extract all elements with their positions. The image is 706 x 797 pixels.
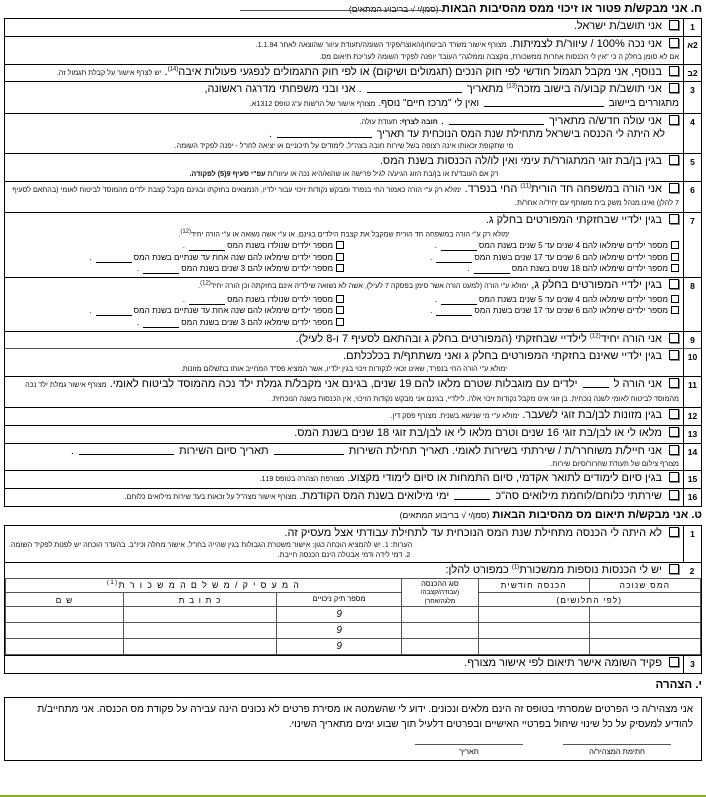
het-row-5-note <box>9 169 679 179</box>
het-row-3-line2 <box>9 97 679 111</box>
het-row-9-line <box>9 333 679 347</box>
het-row-15-line <box>9 472 679 486</box>
section-yod-title: י. הצהרה <box>655 679 702 691</box>
income-col-name: ש ם <box>6 592 124 606</box>
het-row-16-text-b: ימי מילואים בשנת המס הקודמת. <box>299 490 450 503</box>
het-row-7-text: בגין ילדיי שבחזקתי המפורטים בחלק ג. <box>485 214 662 227</box>
het-row-14-text-a: אני חייל/ת משוחרר/ת / שירתתי בשירות לאומי. תאריך תחילת השירות <box>348 444 662 457</box>
het-8-sub-3: מספר ילדים שימלאו להם שנה אחת עד שנתיים בשנת המס . <box>9 306 344 317</box>
het-7-sub-1-label: מספר ילדים שנולדו בשנת המס <box>227 241 333 251</box>
het-row-2a-line <box>9 38 679 52</box>
income-cell-address-1[interactable] <box>124 607 277 623</box>
checkbox-het-7-sub-6[interactable] <box>671 264 679 272</box>
tet-row-2-number: 2 <box>689 565 695 576</box>
checkbox-het-15[interactable] <box>669 472 679 482</box>
het-row-9-footnote-ref: (12) <box>589 333 601 340</box>
income-col-type-sub: (עבודה/קצבה/ מלגה/אחר) <box>420 589 460 605</box>
signature-field[interactable] <box>563 744 671 757</box>
het-7-sub-6-label: מספר ילדים שימלאו להם 18 שנים בשנת המס <box>511 264 668 274</box>
het-row-8-subrow-2 <box>9 306 679 317</box>
het-row-8-number: 8 <box>683 278 701 331</box>
het-row-7-subgrid <box>9 241 679 275</box>
het-row-10-text: בגין ילדיי שאינם בחזקתי המפורטים בחלק ג ואני משתתף/ת בכלכלתם. <box>343 350 662 363</box>
checkbox-het-11[interactable] <box>669 378 679 388</box>
checkbox-het-7-sub-5[interactable] <box>336 264 344 272</box>
het-row-3-line <box>9 83 679 97</box>
het-row-4-line <box>9 115 679 129</box>
checkbox-het-10[interactable] <box>669 350 679 360</box>
date-field[interactable] <box>415 744 523 757</box>
signature-label: חתימת המצהיר/ה <box>589 747 645 757</box>
het-7-sub-3: מספר ילדים שימלאו להם שנה אחת עד שנתיים בשנת המס . <box>9 253 344 264</box>
het-row-15-note: מצורפת הצהרה בטופס 119. <box>259 474 345 484</box>
tet-row-1-number: 1 <box>683 526 701 562</box>
het-8-sub-3-label: מספר ילדים שימלאו להם שנה אחת עד שנתיים בשנת המס <box>133 306 333 316</box>
het-row-6-number: 6 <box>683 182 701 213</box>
checkbox-tet-1[interactable] <box>669 527 679 537</box>
checkbox-het-13[interactable] <box>669 427 679 437</box>
checkbox-tet-3[interactable] <box>669 657 679 667</box>
section-het-title: ח. אני מבקש/ת פטור או זיכוי ממס מהסיבות הבאות <box>441 3 702 15</box>
checkbox-het-2a[interactable] <box>669 38 679 48</box>
income-col-address: כ ת ו ב ת <box>124 592 277 606</box>
het-row-8-footnote-ref: (12) <box>200 280 211 287</box>
het-row-2b-number: 2ב <box>683 65 701 82</box>
het-row-9-text-b: לילדיי שבחזקתי (המפורטים בחלק ג ובהתאם לסעיף 7 ו-8 לעיל). <box>295 332 587 345</box>
het-8-sub-2-label: מספר ילדים שימלאו להם 4 שנים עד 5 שנים בשנת המס <box>478 294 668 304</box>
het-row-4-date2-input[interactable] <box>277 128 372 138</box>
checkbox-het-6[interactable] <box>669 183 679 193</box>
het-row-16-text-a: שירתתי כלוחם/לוחמת מילואים סה"כ <box>495 490 662 503</box>
het-row-14 <box>5 444 701 471</box>
het-row-8 <box>5 278 701 332</box>
het-row-4-note3: מי שתקופת זכאותו אינה רצופה בשל שירות חובה בצה"ל, לימודים על תיכוניים או יציאה לחו"ל - יפנה לפקיד השומה. <box>174 141 514 151</box>
tet-row-2-footnote-ref: (1) <box>511 564 520 571</box>
het-row-2b-text-end: . <box>164 65 168 78</box>
het-row-3-text-c: . אני ובני משפחתי מדרגה ראשונה, <box>204 83 362 96</box>
het-row-1 <box>5 19 701 37</box>
het-row-8-subrow-1 <box>9 295 679 306</box>
het-row-6-text-b: החי בנפרד. <box>464 182 518 195</box>
het-row-15-number: 15 <box>683 471 701 488</box>
het-row-1-text: אני תושב/ת ישראל. <box>573 20 662 33</box>
section-tet-title: ט. אני מבקש/ת תיאום מס מהסיבות הבאות <box>492 508 702 521</box>
het-row-5-note-text: רק אם העובד/ת או בן/בת הזוג הגיע/ה לגיל פרישה או שהוא/היא נכה או עיוור/ת <box>267 168 499 178</box>
date-label: תאריך <box>459 747 479 757</box>
het-row-2a-text: אני נכה 100% / עיוור/ת לצמיתות. <box>509 38 662 51</box>
table-row <box>6 623 701 639</box>
het-7-sub-5: מספר ילדים שימלאו להם 3 שנים בשנת המס . <box>9 264 344 275</box>
checkbox-het-8-sub-5[interactable] <box>336 318 344 326</box>
het-row-14-end-date-input[interactable] <box>79 445 174 455</box>
het-8-sub-4: מספר ילדים שימלאו להם 6 שנים עד 17 שנים בשנת המס . <box>344 306 679 317</box>
het-row-8-subgrid <box>9 295 679 329</box>
het-row-10-line <box>9 350 679 364</box>
het-row-3 <box>5 82 701 113</box>
checkbox-het-8-sub-4[interactable] <box>671 306 679 314</box>
table-row <box>6 607 701 623</box>
het-row-7-footnote-ref: (12) <box>180 228 192 235</box>
section-tet-box <box>4 525 702 674</box>
het-row-6-line <box>9 183 679 211</box>
het-row-12-note: ימולא ע"י מי שנישא בשנית. מצורף פסק דין. <box>390 411 520 421</box>
het-row-16-number: 16 <box>683 489 701 506</box>
het-row-16-days-input[interactable] <box>454 490 490 500</box>
checkbox-het-9[interactable] <box>669 333 679 343</box>
het-row-3-date-input[interactable] <box>367 83 462 93</box>
het-row-15 <box>5 471 701 489</box>
het-8-sub-2-input[interactable] <box>441 295 477 305</box>
checkbox-het-16[interactable] <box>669 490 679 500</box>
declaration-box <box>4 697 702 760</box>
het-7-sub-4: מספר ילדים שימלאו להם 6 שנים עד 17 שנים בשנת המס . <box>344 253 679 264</box>
het-row-11-count-input[interactable] <box>583 378 609 388</box>
het-row-9-text-a: אני הורה יחיד <box>600 332 662 345</box>
checkbox-het-7[interactable] <box>669 214 679 224</box>
het-row-14-line <box>9 445 679 459</box>
het-row-3-number: 3 <box>683 82 701 112</box>
top-decorative-rule <box>240 10 445 11</box>
het-row-2b-line <box>9 66 679 80</box>
het-row-16-line <box>9 490 679 504</box>
het-row-2a-number: 2א <box>683 37 701 63</box>
het-row-11 <box>5 377 701 409</box>
het-row-3-line2-note: מצורף אישור של הרשות ע"ג טופס 1312א. <box>249 99 376 109</box>
tet-row-3-line <box>9 657 679 671</box>
het-7-sub-5-label: מספר ילדים שימלאו להם 3 שנים בשנת המס <box>181 264 333 274</box>
het-7-sub-4-input[interactable] <box>436 253 472 263</box>
het-row-2b <box>5 65 701 83</box>
tet-row-1-text: לא היתה לי הכנסה מתחילת שנת המס הנוכחית עד לתחילת עבודתי אצל מעסיק זה. <box>284 526 662 539</box>
checkbox-het-5[interactable] <box>669 155 679 165</box>
het-row-4-text-a: אני עולה חדש/ה מתאריך <box>549 114 662 127</box>
income-col-tax: המס שנוכה <box>589 578 700 592</box>
het-row-13-number: 13 <box>683 426 701 443</box>
het-row-2b-text: בנוסף, אני מקבל תגמול חודשי לפי חוק הנכים (תגמולים ושיקום) או לפי חוק התגמולים לנפגעי פעולות איבה <box>178 65 662 78</box>
het-row-4-line2-b: . <box>268 128 272 141</box>
income-cell-address-3[interactable] <box>124 639 277 655</box>
tet-row-2-line <box>9 564 679 578</box>
het-row-4-date-input[interactable] <box>449 115 544 125</box>
het-row-8-subrow-3 <box>9 318 679 329</box>
het-8-sub-5: מספר ילדים שימלאו להם 3 שנים בשנת המס . <box>9 318 344 329</box>
het-row-7-subrow-3 <box>9 264 679 275</box>
het-row-4-required-doc: תעודת עולה. <box>359 116 398 126</box>
checkbox-het-7-sub-4[interactable] <box>671 253 679 261</box>
het-7-sub-1: מספר ילדים שנולדו בשנת המס . <box>9 241 344 252</box>
het-row-3-town-input[interactable] <box>484 97 604 107</box>
het-row-7-number: 7 <box>683 213 701 277</box>
het-row-4-text-b: . <box>440 114 444 127</box>
het-7-sub-4-label: מספר ילדים שימלאו להם 6 שנים עד 17 שנים בשנת המס <box>474 252 668 262</box>
income-cell-tik-2[interactable]: 9 <box>277 623 402 639</box>
het-row-6-text-a: אני הורה במשפחה חד הורית <box>531 182 662 195</box>
income-col-type <box>402 578 478 607</box>
het-row-10-note: ימולא ע"י הורה החי בנפרד, שאינו זכאי לנקודות זיכוי בגין ילדיו, אשר המציא פס"ד המחייב אותו בתשלום מזונות. <box>180 364 508 374</box>
income-cell-tax-2[interactable] <box>589 623 700 639</box>
section-tet-subtitle: (סמן/י √ בריבוע המתאים) <box>399 509 490 520</box>
checkbox-het-8-sub-2[interactable] <box>671 295 679 303</box>
het-8-sub-1-input[interactable] <box>189 295 225 305</box>
het-row-10 <box>5 349 701 376</box>
het-row-7-note <box>9 228 679 239</box>
het-row-13-text: מלאו לי או לבן/בת זוגי 16 שנים וטרם מלאו לי או לבן/בת זוגי 18 שנים בשנת המס. <box>294 427 662 440</box>
income-cell-tax-1[interactable] <box>589 607 700 623</box>
income-table-header-row-2 <box>6 592 701 606</box>
het-8-sub-4-input[interactable] <box>436 306 472 316</box>
het-row-4-number: 4 <box>683 114 701 154</box>
het-row-11-text-b: ילדים עם מוגבלות שטרם מלאו להם 19 שנים, בגינם אני מקבל/ת גמלת ילד נכה מהמוסד לביטוח לאומי. <box>109 377 578 390</box>
checkbox-het-12[interactable] <box>669 409 679 419</box>
income-cell-monthly-3[interactable] <box>478 639 589 655</box>
tet-row-2 <box>5 563 701 578</box>
het-8-sub-6-empty <box>344 318 679 329</box>
het-7-sub-6-input[interactable] <box>474 264 510 274</box>
tet-row-2-text-b: כמפורט להלן: <box>445 563 509 576</box>
het-row-3-footnote-ref: (13) <box>506 83 518 90</box>
het-7-sub-2-label: מספר ילדים שימלאו להם 4 שנים עד 5 שנים בשנת המס <box>478 241 668 251</box>
income-cell-name-2[interactable] <box>6 623 124 639</box>
het-row-4-required-label: חובה לצרף: <box>399 116 438 126</box>
het-row-3-line2-a: מתגוררים ביישוב <box>608 98 679 110</box>
het-row-7 <box>5 213 701 278</box>
het-8-sub-1-label: מספר ילדים שנולדו בשנת המס <box>227 294 333 304</box>
tet-row-3-text: פקיד השומה אישר תיאום לפי אישור מצורף. <box>464 657 662 670</box>
het-7-sub-3-input[interactable] <box>96 253 132 263</box>
het-row-4 <box>5 114 701 155</box>
het-7-sub-1-input[interactable] <box>189 241 225 251</box>
checkbox-het-7-sub-3[interactable] <box>336 253 344 261</box>
income-cell-tik-3[interactable]: 9 <box>277 639 402 655</box>
income-employer-group-label: ה מ ע ס י ק / מ ש ל ם ה מ ש כ ו ר ת <box>118 580 301 591</box>
het-row-14-text-b: תאריך סיום השירות <box>179 444 269 457</box>
het-row-2a-note2: אם לא סומן בחלק ה כי "אין לי הכנסות אחרות ממשכורת, מקצבה וממלגה" העובד יופנה לפקיד השומה לעריכת תיאום מס. <box>319 51 679 61</box>
income-cell-name-1[interactable] <box>6 607 124 623</box>
het-row-1-number: 1 <box>683 19 701 36</box>
section-tet-heading <box>0 507 706 525</box>
het-row-12 <box>5 408 701 426</box>
signature-line <box>563 744 671 745</box>
income-cell-name-3[interactable] <box>6 639 124 655</box>
tet-row-3 <box>5 655 701 673</box>
het-row-11-note: מצורף אישור גמלת ילד נכה מהמוסד לביטוח לאומי לשנה נוכחית. בן זוגי אינו מקבל נקודות זיכוי אלה. לילדיי, בגינם אני מבקש נקודות הזיכוי, אין הכנסות בשנה הנוכחית. <box>25 379 679 403</box>
section-het-box <box>4 18 702 507</box>
het-row-14-number: 14 <box>683 444 701 470</box>
income-col-per-slips: (לפי התלושים) <box>478 592 700 606</box>
signature-row <box>13 744 693 757</box>
het-row-12-text: בגין מזונות לבן/בת זוגי לשעבר. <box>522 409 662 422</box>
het-row-4-line2-a: לא היתה לי הכנסה בישראל מתחילת שנת המס הנוכחית עד תאריך <box>376 128 665 141</box>
checkbox-het-3[interactable] <box>669 83 679 93</box>
date-line <box>415 744 523 745</box>
het-row-7-line <box>9 214 679 228</box>
income-table-header-row-1 <box>6 578 701 592</box>
het-8-sub-1: מספר ילדים שנולדו בשנת המס . <box>9 295 344 306</box>
het-row-5-number: 5 <box>683 154 701 180</box>
het-row-1-line <box>9 20 679 34</box>
het-row-14-text-c: . <box>70 444 74 457</box>
income-col-type-label: סוג ההכנסה <box>421 578 459 588</box>
checkbox-het-8-sub-3[interactable] <box>336 306 344 314</box>
het-row-8-note-end: . <box>198 280 201 290</box>
checkbox-het-8[interactable] <box>669 279 679 289</box>
het-row-2b-note: יש לצרף אישור על קבלת תגמול זה. <box>56 67 162 77</box>
income-cell-monthly-2[interactable] <box>478 623 589 639</box>
declaration-text: אני מצהיר/ה כי הפרטים שמסרתי בטופס זה הינם מלאים ונכונים. ידוע לי שהשמטה או מסירת פרטים לא נכונים הינה עבירה על פקודת מס הכנסה. אני מתחייב/ת להודיע למעסיק על כל שינוי שיחול בפרטיי האישיים ובפרטים דלעיל תוך שבוע ימים מתאריך השינוי. <box>37 704 693 731</box>
het-row-2b-footnote-ref: (14) <box>167 65 179 72</box>
het-row-13-line <box>9 427 679 441</box>
het-row-14-note: מצורף צילום של תעודת שחרור/סיום שירות. <box>550 458 679 468</box>
checkbox-het-7-sub-2[interactable] <box>671 241 679 249</box>
table-row <box>6 639 701 655</box>
het-8-sub-5-label: מספר ילדים שימלאו להם 3 שנים בשנת המס <box>181 318 333 328</box>
income-cell-tax-3[interactable] <box>589 639 700 655</box>
het-row-7-subrow-1 <box>9 241 679 252</box>
checkbox-het-1[interactable] <box>669 20 679 30</box>
het-row-5-line <box>9 155 679 169</box>
tet-row-1-note2: 2. דמי לידה ודמי אבטלה הינם הכנסה חייבת. <box>277 550 411 560</box>
het-row-16 <box>5 489 701 506</box>
het-7-sub-6: מספר ילדים שימלאו להם 18 שנים בשנת המס . <box>344 264 679 275</box>
tet-row-2-text-a: יש לי הכנסות נוספות ממשכורת <box>519 563 662 576</box>
het-row-4-line2 <box>9 128 679 141</box>
section-het-subtitle: (סמן/י √ בריבוע המתאים) <box>348 4 439 14</box>
het-row-5-note-bold: עפ"י סעיף 9(5) לפקודה. <box>189 168 266 178</box>
income-cell-type-1[interactable] <box>402 607 478 623</box>
het-7-sub-3-label: מספר ילדים שימלאו להם שנה אחת עד שנתיים בשנת המס <box>133 252 333 262</box>
het-7-sub-5-input[interactable] <box>143 264 179 274</box>
het-row-5-text: בגין בן/בת זוגי המתגורר/ת עימי ואין לו/לה הכנסות בשנת המס. <box>379 155 662 168</box>
het-row-3-line2-b: ואין לי "מרכז חיים" נוסף. <box>378 98 480 110</box>
het-row-9-number: 9 <box>683 332 701 349</box>
het-row-16-note: מצורף אישור מצה"ל על זכאות בעד שירות מילואים כלוחם. <box>124 492 297 502</box>
het-7-sub-2-input[interactable] <box>441 241 477 251</box>
het-row-11-number: 11 <box>683 377 701 408</box>
het-row-5 <box>5 154 701 181</box>
section-yod-heading <box>0 674 706 694</box>
het-row-7-note-end: . <box>178 229 181 239</box>
income-table <box>5 578 701 656</box>
tet-row-1 <box>5 526 701 563</box>
het-row-7-subrow-2 <box>9 253 679 264</box>
het-row-3-text-a: אני תושב/ת קבוע/ה בישוב מזכה <box>517 83 662 96</box>
het-row-12-line <box>9 409 679 423</box>
het-row-8-line <box>9 279 679 293</box>
income-employer-group-sup: (1) <box>106 580 119 587</box>
income-cell-type-2[interactable] <box>402 623 478 639</box>
checkbox-het-4[interactable] <box>669 115 679 125</box>
checkbox-het-7-sub-1[interactable] <box>336 241 344 249</box>
income-cell-address-2[interactable] <box>124 623 277 639</box>
income-table-wrapper <box>5 578 701 656</box>
het-row-7-note-text: ימולא רק ע"י הורה במשפחה חד הורית שמקבל את קצבת הילדים בגינם, או ע"י אשה נשואה או ע"י הורה יחיד <box>191 229 510 239</box>
het-row-13 <box>5 426 701 444</box>
het-row-10-number: 10 <box>683 349 701 375</box>
het-7-sub-2: מספר ילדים שימלאו להם 4 שנים עד 5 שנים בשנת המס . <box>344 241 679 252</box>
checkbox-het-14[interactable] <box>669 445 679 455</box>
het-row-14-start-date-input[interactable] <box>274 445 344 455</box>
het-row-2a <box>5 37 701 64</box>
het-row-6-note: ימולא רק ע"י הורה כאמור החי בנפרד ומבקש נקודות זיכוי עבור ילדיו, הנמצאים בחזקתו ובגינם מקבל קצבת ילדים מהמוסד לביטוח לאומי (בהתאם לסעיף 7 להלן) ואינו מנהל משק בית משותף עם יחיד/ה אחר/ת. <box>12 184 679 208</box>
tet-row-1-note1: הערות: 1. יש להמציא הוכחה כגון: אישור משטרת הגבולות בגין שהייה בחו"ל, אישור מחלה וכיו"ב. בהעדר הוכחה יש לפנות לפקיד השומה. <box>9 540 413 550</box>
income-col-monthly: הכנסה חודשית <box>478 578 589 592</box>
het-row-3-text-b: מתאריך <box>466 83 504 96</box>
het-8-sub-5-input[interactable] <box>143 318 179 328</box>
het-row-8-text: בגין ילדיי המפורטים בחלק ג, <box>531 278 662 291</box>
income-cell-type-3[interactable] <box>402 639 478 655</box>
checkbox-het-2b[interactable] <box>669 66 679 76</box>
het-row-11-line <box>9 378 679 406</box>
het-row-15-text: בגין סיום לימודים לתואר אקדמי, סיום התמחות או סיום לימודי מקצוע. <box>347 472 662 485</box>
checkbox-tet-2[interactable] <box>669 564 679 574</box>
het-row-9 <box>5 332 701 350</box>
tet-row-1-line <box>9 527 679 541</box>
income-cell-tik-1[interactable]: 9 <box>277 607 402 623</box>
het-row-12-number: 12 <box>683 408 701 425</box>
het-row-6-footnote-ref: (11) <box>520 183 532 189</box>
income-col-tik: מספר תיק ניכויים <box>277 592 402 606</box>
het-row-6 <box>5 182 701 214</box>
het-row-2a-note: מצורף אישור משרד הביטחון/האוצר/פקיד השומה/תעודת עיוור שהוצאה לאחר 1.1.94. <box>255 40 507 50</box>
het-row-8-note: ימולא ע"י הורה (למעט הורה אשר סימן בפסקה 7 לעיל), אשה לא נשואה שילדיה אינם בחזקתה וכן הורה יחיד <box>210 280 529 290</box>
het-8-sub-3-input[interactable] <box>96 306 132 316</box>
income-cell-monthly-1[interactable] <box>478 607 589 623</box>
tet-row-3-number: 3 <box>683 656 701 673</box>
het-8-sub-4-label: מספר ילדים שימלאו להם 6 שנים עד 17 שנים בשנת המס <box>474 306 668 316</box>
checkbox-het-8-sub-1[interactable] <box>336 295 344 303</box>
het-8-sub-2: מספר ילדים שימלאו להם 4 שנים עד 5 שנים בשנת המס . <box>344 295 679 306</box>
het-row-11-text-a: אני הורה ל <box>613 377 662 390</box>
income-col-employer-group <box>6 578 402 592</box>
